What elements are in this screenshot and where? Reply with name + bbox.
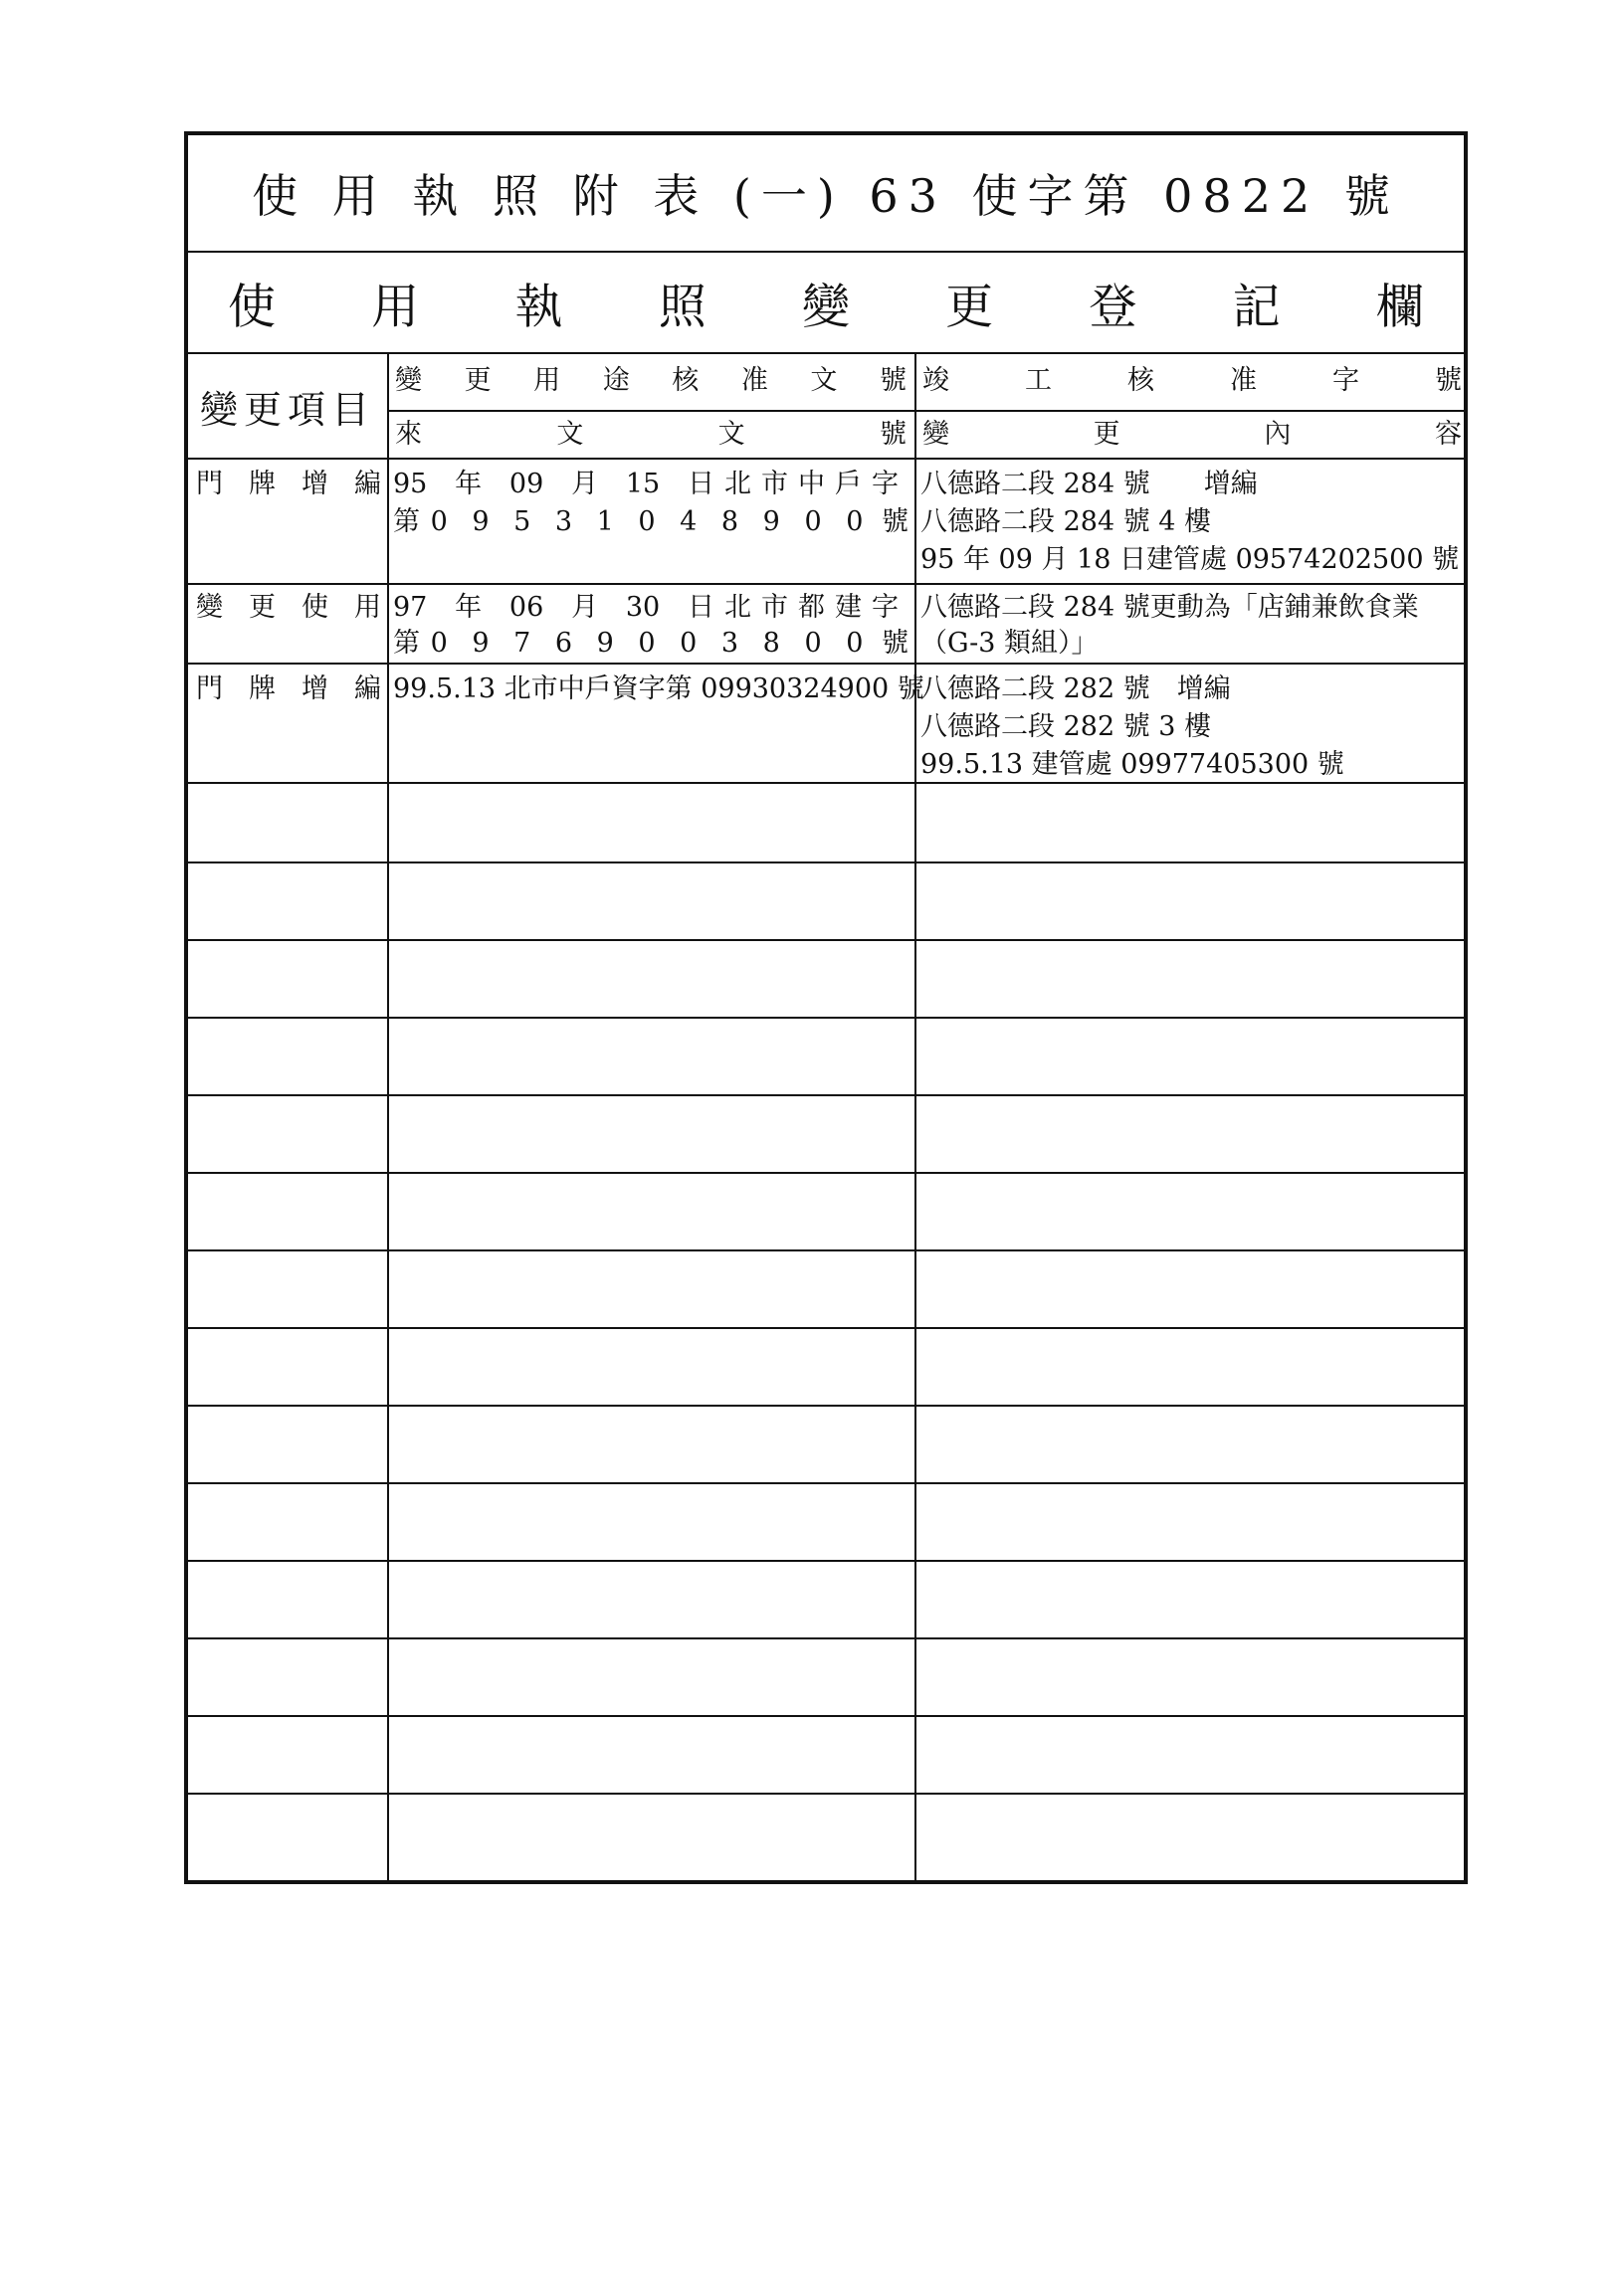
item-char: 牌	[249, 469, 276, 499]
doc-part: 0 9 5 3 1 0 4 8 9 0 0	[430, 506, 872, 537]
doc-part: 97	[393, 592, 428, 623]
item-char: 增	[302, 469, 328, 499]
row-divider	[188, 939, 1464, 941]
row-divider	[188, 663, 1464, 665]
header-char: 文	[556, 419, 584, 450]
header-char: 文	[717, 419, 745, 450]
row-2-content-line-1: 八德路二段 284 號更動為「店鋪兼飲食業	[920, 592, 1419, 623]
row-3-content-line-1: 八德路二段 282 號 增編	[920, 673, 1231, 704]
subtitle-char: 用	[371, 279, 420, 335]
doc-part: 日北市中戶字	[687, 469, 909, 499]
header-char: 號	[879, 419, 907, 450]
item-char: 用	[354, 592, 381, 623]
row-divider	[188, 861, 1464, 863]
header-char: 容	[1434, 419, 1462, 450]
record-table	[188, 354, 1464, 1880]
row-1-doc-line-1	[393, 466, 909, 503]
header-char: 來	[395, 419, 422, 450]
item-char: 使	[302, 592, 328, 623]
subtitle-char: 使	[228, 279, 277, 335]
subtitle-char: 記	[1232, 279, 1281, 335]
row-divider	[188, 1793, 1464, 1795]
header-char: 核	[672, 365, 700, 396]
header-split-line	[387, 410, 1464, 412]
item-char: 牌	[249, 673, 276, 704]
row-divider	[188, 782, 1464, 784]
row-3-content-line-3: 99.5.13 建管處 09977405300 號	[920, 749, 1344, 780]
doc-part: 月	[571, 469, 599, 499]
header-change-content	[922, 416, 1462, 454]
doc-part: 06	[508, 592, 544, 623]
header-char: 更	[1093, 419, 1120, 450]
row-2-item	[196, 589, 381, 627]
header-char: 更	[464, 365, 492, 396]
doc-part: 月	[571, 592, 599, 623]
doc-part: 0 9 7 6 9 0 0 3 8 0 0	[430, 628, 872, 659]
item-char: 增	[302, 673, 328, 704]
row-1-content-line-2: 八德路二段 284 號 4 樓	[920, 506, 1212, 537]
row-1-content-line-1: 八德路二段 284 號 增編	[920, 469, 1258, 499]
doc-part: 第	[393, 628, 420, 659]
header-char: 用	[533, 365, 561, 396]
doc-part: 09	[508, 469, 544, 499]
subtitle-char: 照	[658, 279, 707, 335]
header-char: 准	[740, 365, 768, 396]
subtitle-char: 執	[514, 279, 563, 335]
item-char: 門	[196, 673, 223, 704]
doc-part: 30	[625, 592, 661, 623]
item-char: 編	[354, 673, 381, 704]
doc-part: 95	[393, 469, 428, 499]
header-doc-no	[395, 362, 907, 400]
license-change-form	[184, 131, 1468, 1884]
row-divider	[188, 1094, 1464, 1096]
item-char: 更	[249, 592, 276, 623]
header-char: 竣	[922, 365, 949, 396]
doc-part: 日北市都建字	[687, 592, 909, 623]
header-incoming-doc	[395, 416, 907, 454]
doc-part: 15	[625, 469, 661, 499]
header-char: 核	[1127, 365, 1154, 396]
header-char: 文	[810, 365, 838, 396]
header-char: 字	[1332, 365, 1359, 396]
row-1-content-line-3: 95 年 09 月 18 日建管處 09574202500 號	[920, 544, 1460, 575]
header-char: 准	[1230, 365, 1257, 396]
row-1-item	[196, 466, 381, 503]
row-2-content-line-2: （G-3 類組）」	[920, 628, 1099, 659]
row-3-doc: 99.5.13 北市中戶資字第 09930324900 號	[393, 673, 924, 704]
row-3-item	[196, 670, 381, 708]
form-title-row	[188, 135, 1464, 253]
subtitle-char: 變	[801, 279, 850, 335]
row-divider	[188, 1560, 1464, 1562]
row-divider	[188, 1715, 1464, 1717]
row-divider	[188, 1172, 1464, 1174]
doc-part: 第	[393, 506, 420, 537]
form-title: 使 用 執 照 附 表 (一) 63 使字第 0822 號	[252, 169, 1400, 223]
row-divider	[188, 583, 1464, 585]
doc-part: 年	[455, 592, 483, 623]
row-2-doc-line-2	[393, 625, 909, 663]
row-2-doc-line-1	[393, 589, 909, 627]
row-divider	[188, 1482, 1464, 1484]
header-char: 途	[602, 365, 630, 396]
row-divider	[188, 1637, 1464, 1639]
header-char: 號	[1435, 365, 1462, 396]
row-divider	[188, 1327, 1464, 1329]
header-bottom-line	[188, 458, 1464, 460]
header-char: 號	[879, 365, 907, 396]
form-subtitle-row	[188, 253, 1464, 354]
form-subtitle	[228, 269, 1424, 337]
row-1-doc-line-2	[393, 503, 909, 541]
row-divider	[188, 1249, 1464, 1251]
header-char: 工	[1025, 365, 1052, 396]
row-divider	[188, 1405, 1464, 1407]
item-char: 門	[196, 469, 223, 499]
item-char: 編	[354, 469, 381, 499]
subtitle-char: 登	[1089, 279, 1137, 335]
row-3-content-line-2: 八德路二段 282 號 3 樓	[920, 711, 1212, 742]
doc-part: 號	[881, 628, 909, 659]
subtitle-char: 更	[945, 279, 994, 335]
doc-part: 年	[455, 469, 483, 499]
header-change-item: 變更項目	[199, 387, 375, 432]
header-completion-no	[922, 362, 1462, 400]
row-divider	[188, 1017, 1464, 1019]
item-char: 變	[196, 592, 223, 623]
header-char: 變	[395, 365, 422, 396]
doc-part: 號	[881, 506, 909, 537]
subtitle-char: 欄	[1375, 279, 1424, 335]
header-char: 內	[1264, 419, 1292, 450]
header-char: 變	[922, 419, 949, 450]
